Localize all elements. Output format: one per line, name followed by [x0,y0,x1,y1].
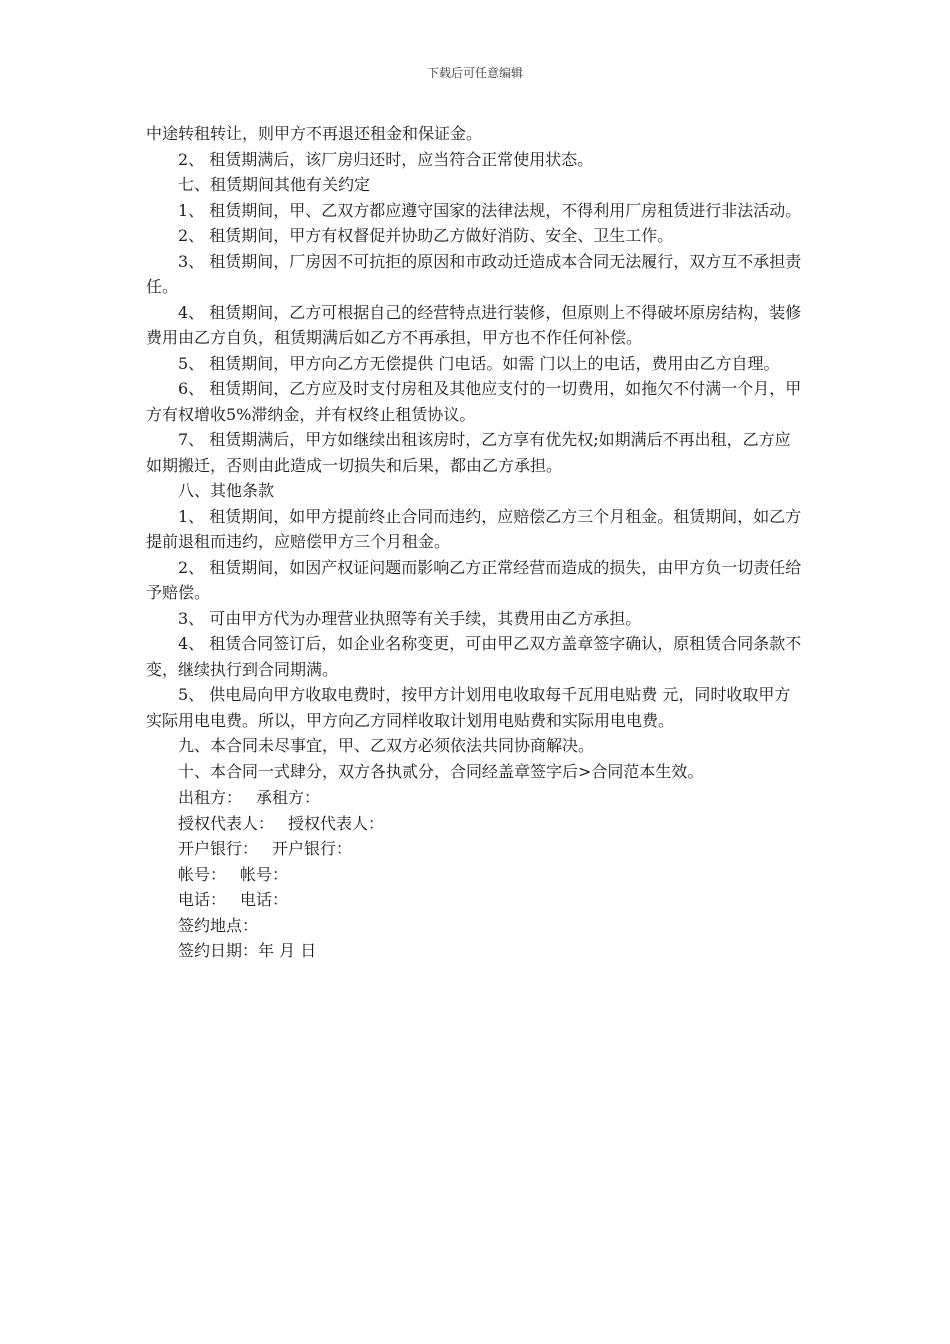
paragraph: 2、 租赁期间，甲方有权督促并协助乙方做好消防、安全、卫生工作。 [178,226,674,245]
paragraph: 1、 租赁期间，如甲方提前终止合同而违约，应赔偿乙方三个月租金。租赁期间，如乙方提前退租而违约，应赔偿甲方三个月租金。 [146,506,802,551]
page-header-watermark: 下载后可任意编辑 [426,66,523,80]
phone-label-lessee: 电话： [240,890,289,909]
paragraph: 十、本合同一式肆分，双方各执贰分，合同经盖章签字后>合同范本生效。 [178,761,704,781]
paragraph: 中途转租转让，则甲方不再退还租金和保证金。 [146,124,483,143]
paragraph: 4、 租赁合同签订后，如企业名称变更，可由甲乙双方盖章签字确认，原租赁合同条款不变，继续执行到合同期满。 [146,634,802,679]
paragraph: 3、 租赁期间，厂房因不可抗拒的原因和市政动迁造成本合同无法履行，双方互不承担责任。 [146,251,802,296]
contract-body [146,121,802,964]
representative-label-lessor: 授权代表人： [178,813,275,833]
paragraph: 7、 租赁期满后，甲方如继续出租该房时，乙方享有优先权;如期满后不再出租，乙方应如期搬迁，否则由此造成一切损失和后果，都由乙方承担。 [146,430,791,475]
signature-line-parties [146,785,802,811]
signature-line-phones [146,887,802,913]
signature-block [146,785,802,964]
paragraph: 5、 供电局向甲方收取电费时，按甲方计划用电收取每千瓦用电贴费 元，同时收取甲方实际用电电费。所以，甲方向乙方同样收取计划用电贴费和实际用电电费。 [146,685,791,730]
phone-label-lessor: 电话： [178,890,227,909]
account-label-lessee: 帐号： [240,864,289,884]
signing-place-line [146,913,802,939]
signing-date-label: 签约日期： [178,941,259,960]
lessor-label: 出租方： [178,788,243,807]
paragraph: 九、本合同未尽事宜，甲、乙双方必须依法共同协商解决。 [178,736,595,755]
section-heading: 七、租赁期间其他有关约定 [178,175,371,194]
paragraph: 1、 租赁期间，甲、乙双方都应遵守国家的法律法规，不得利用厂房租赁进行非法活动。 [178,200,802,220]
bank-label-lessee: 开户银行： [272,839,353,858]
signing-place-label: 签约地点： [178,915,259,935]
signing-date-line [146,938,802,964]
paragraph: 2、 租赁期间，如因产权证问题而影响乙方正常经营而造成的损失，由甲方负一切责任给予赔偿。 [146,557,802,602]
signing-date-placeholder: 年 月 日 [258,941,317,960]
representative-label-lessee: 授权代表人： [288,813,385,833]
signature-line-representatives [146,811,802,837]
paragraph: 6、 租赁期间，乙方应及时支付房租及其他应支付的一切费用，如拖欠不付满一个月，甲方有权增收5%滞纳金，并有权终止租赁协议。 [146,379,802,424]
signature-line-accounts [146,862,802,888]
paragraph: 3、 可由甲方代为办理营业执照等有关手续，其费用由乙方承担。 [178,608,642,628]
bank-label-lessor: 开户银行： [178,839,259,858]
section-heading: 八、其他条款 [178,481,275,500]
lessee-label: 承租方： [256,788,321,807]
paragraph: 5、 租赁期间，甲方向乙方无偿提供 门电话。如需 门以上的电话，费用由乙方自理。 [178,353,780,373]
signature-line-banks [146,836,802,862]
account-label-lessor: 帐号： [178,864,227,884]
paragraph: 4、 租赁期间，乙方可根据自己的经营特点进行装修，但原则上不得破坏原房结构，装修费用由乙方自负，租赁期满后如乙方不再承担，甲方也不作任何补偿。 [146,302,802,347]
paragraph: 2、 租赁期满后，该厂房归还时，应当符合正常使用状态。 [178,149,594,169]
